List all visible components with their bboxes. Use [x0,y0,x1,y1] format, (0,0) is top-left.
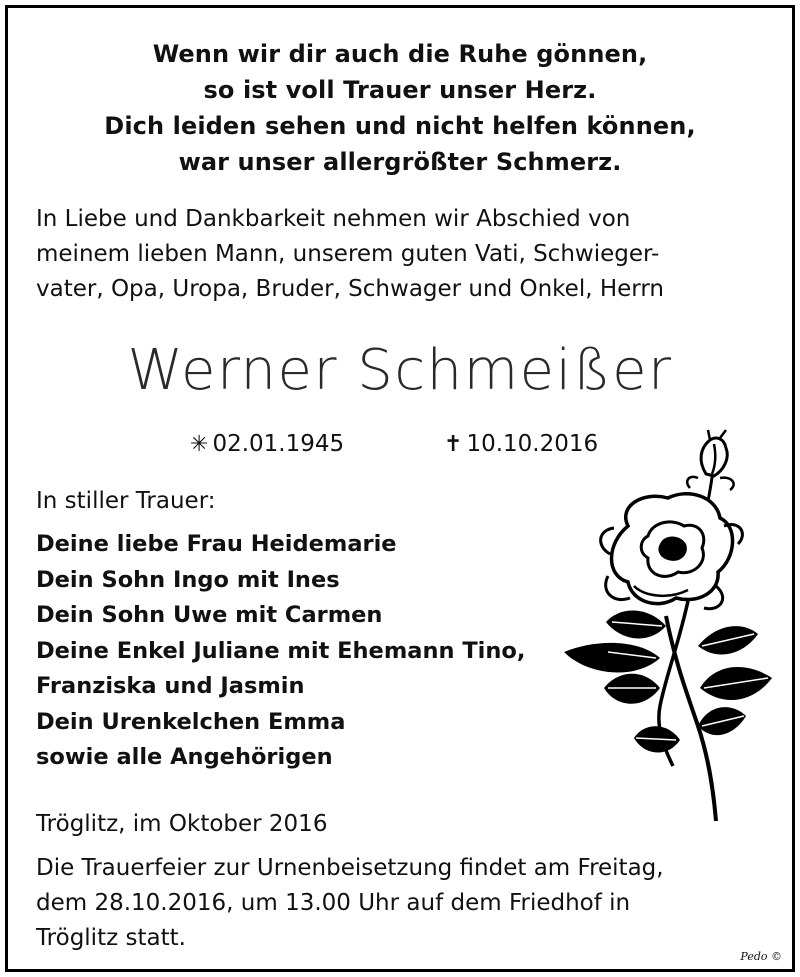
mourner-entry: Deine Enkel Juliane mit Ehemann Tino, [36,637,526,664]
memorial-poem [8,36,792,180]
mourner-entry: Dein Sohn Uwe mit Carmen [36,602,383,628]
poem-line: so ist voll Trauer unser Herz. [203,76,597,104]
mourners-list [36,527,525,776]
farewell-intro [36,202,776,307]
birth-date-group [190,428,344,461]
mourner-entry: Dein Sohn Ingo mit Ines [36,566,340,593]
obituary-content [8,8,792,969]
ceremony-line: Die Trauerfeier zur Urnenbeisetzung findet am Freitag, [36,855,664,881]
poem-line: Wenn wir dir auch die Ruhe gönnen, [152,40,648,68]
poem-line: Dich leiden sehen und nicht helfen können, [104,112,696,140]
mourner-entry: Franziska und Jasmin [36,673,305,699]
mourner-entry: Deine liebe Frau Heidemarie [36,531,397,557]
mourner-entry: sowie alle Angehörigen [36,744,333,770]
death-date: 10.10.2016 [466,431,599,457]
death-cross-icon: ✝ [444,432,463,457]
funeral-ceremony-info [36,851,776,956]
obituary-frame [5,5,795,972]
artist-credit: Pedo © [740,950,782,963]
mourner-entry: Dein Urenkelchen Emma [36,708,346,735]
ceremony-line: dem 28.10.2016, um 13.00 Uhr auf dem Friedhof in [36,890,631,916]
intro-line: vater, Opa, Uropa, Bruder, Schwager und Onkel, Herrn [36,276,664,302]
deceased-name: Werner Schmeißer [127,338,673,403]
birth-star-icon: ✳ [190,432,209,457]
place-date: Tröglitz, im Oktober 2016 [36,811,328,837]
mourning-label: In stiller Trauer: [36,488,216,514]
poem-line: war unser allergrößter Schmerz. [178,148,622,176]
intro-line: meinem lieben Mann, unserem guten Vati, Schwieger- [36,241,660,267]
rose-illustration-icon [548,426,778,826]
intro-line: In Liebe und Dankbarkeit nehmen wir Abschied von [36,206,631,232]
ceremony-line: Tröglitz statt. [36,925,186,951]
birth-date: 02.01.1945 [212,431,345,457]
